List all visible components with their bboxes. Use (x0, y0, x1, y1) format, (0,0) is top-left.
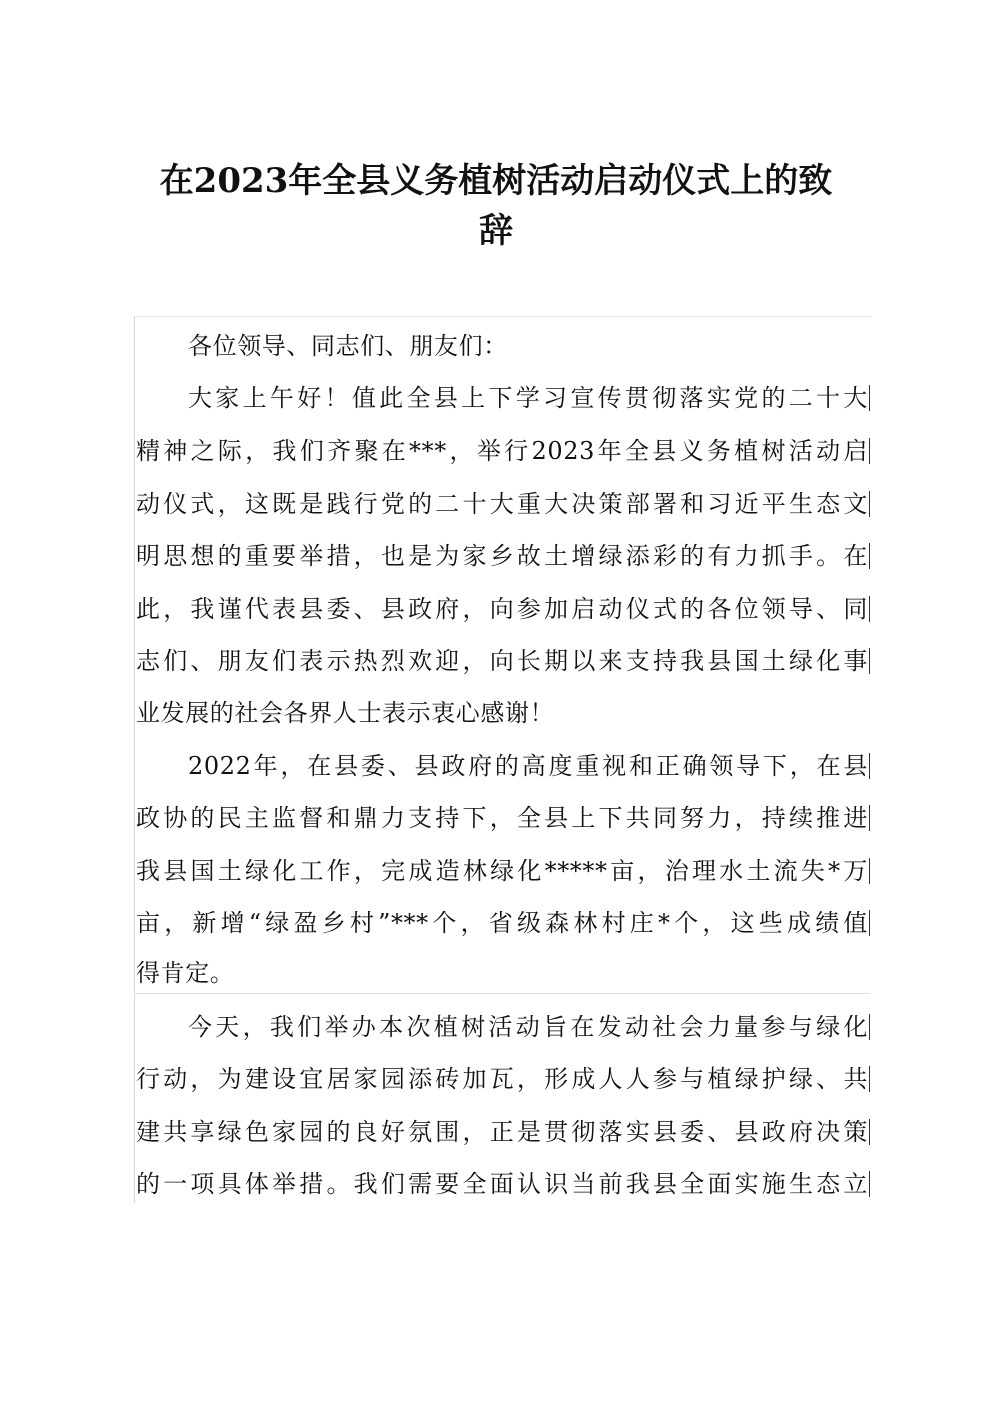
paragraph-3-line: 行动，为建设宜居家园添砖加瓦，形成人人参与植绿护绿、共 (136, 1065, 868, 1093)
section-divider (134, 993, 870, 994)
paragraph-1-line: 志们、朋友们表示热烈欢迎，向长期以来支持我县国土绿化事 (136, 647, 868, 675)
paragraph-1-line: 动仪式，这既是践行党的二十大重大决策部署和习近平生态文 (136, 490, 868, 518)
paragraph-2-line: 政协的民主监督和鼎力支持下，全县上下共同努力，持续推进 (136, 804, 868, 832)
document-title-line-1: 在2023年全县义务植树活动启动仪式上的致 (159, 161, 833, 201)
salutation: 各位领导、同志们、朋友们： (188, 332, 508, 360)
paragraph-2-line: 得肯定。 (136, 959, 235, 987)
paragraph-2-line: 亩，新增“绿盈乡村”***个，省级森林村庄*个，这些成绩值 (136, 909, 868, 937)
document-title-line-2: 辞 (479, 211, 513, 251)
paragraph-1-line: 大家上午好！值此全县上下学习宣传贯彻落实党的二十大 (136, 383, 868, 413)
paragraph-1-line: 此，我谨代表县委、县政府，向参加启动仪式的各位领导、同 (136, 595, 868, 623)
paragraph-2-line: 我县国土绿化工作，完成造林绿化*****亩，治理水土流失*万 (136, 857, 868, 885)
paragraph-3-line: 的一项具体举措。我们需要全面认识当前我县全面实施生态立 (136, 1170, 868, 1198)
paragraph-1-line: 明思想的重要举措，也是为家乡故土增绿添彩的有力抓手。在 (136, 542, 868, 570)
paragraph-1-line: 业发展的社会各界人士表示衷心感谢！ (136, 699, 555, 727)
paragraph-3-line: 建共享绿色家园的良好氛围，正是贯彻落实县委、县政府决策 (136, 1118, 868, 1146)
paragraph-2-line: 2022年，在县委、县政府的高度重视和正确领导下，在县 (136, 751, 868, 781)
paragraph-1-line: 精神之际，我们齐聚在***，举行2023年全县义务植树活动启 (136, 437, 868, 465)
paragraph-3-line: 今天，我们举办本次植树活动旨在发动社会力量参与绿化 (136, 1012, 868, 1042)
